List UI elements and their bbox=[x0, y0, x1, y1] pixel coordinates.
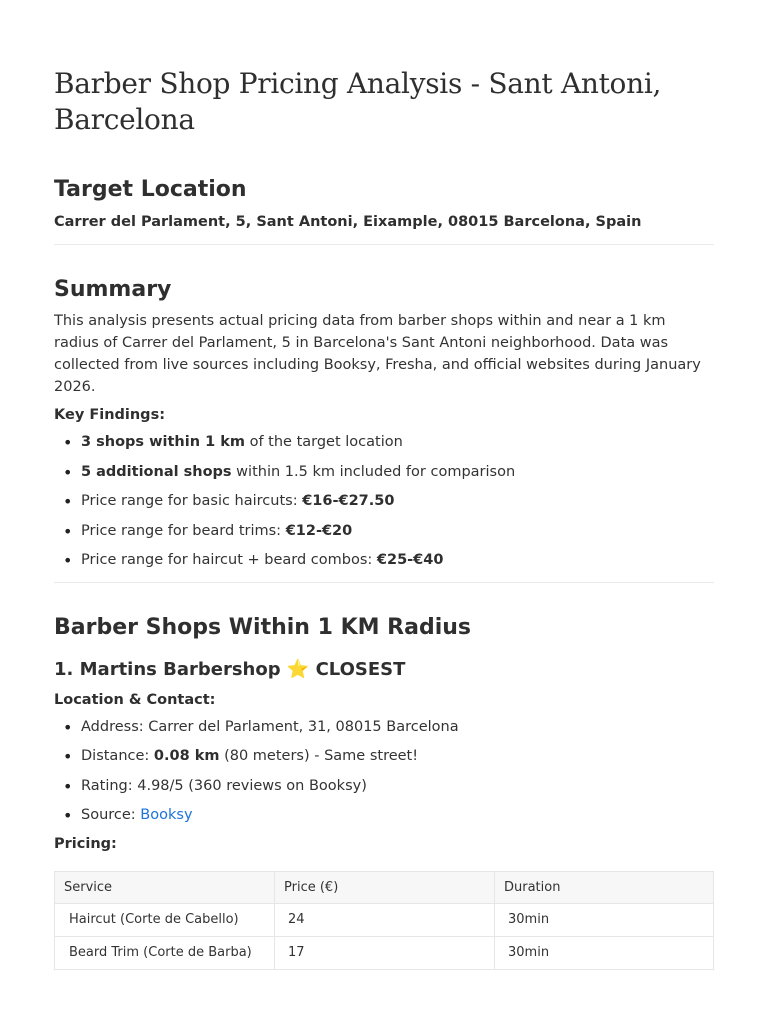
list-item: • Source: Booksy bbox=[54, 801, 714, 831]
table-row bbox=[55, 903, 714, 936]
pricing-label: Pricing: bbox=[54, 835, 117, 852]
table-cell: Haircut (Corte de Cabello) bbox=[55, 903, 275, 936]
target-address: Carrer del Parlament, 5, Sant Antoni, Eixample, 08015 Barcelona, Spain bbox=[54, 214, 642, 230]
booksy-link[interactable]: Booksy bbox=[140, 807, 193, 823]
list-item: • 3 shops within 1 km of the target location bbox=[54, 428, 714, 458]
radius-section-heading: Barber Shops Within 1 KM Radius bbox=[54, 614, 472, 640]
key-findings-label: Key Findings: bbox=[54, 407, 165, 423]
document-content bbox=[54, 66, 714, 970]
list-item: • Address: Carrer del Parlament, 31, 08015 Barcelona bbox=[54, 713, 714, 743]
pricing-table bbox=[54, 871, 714, 970]
summary-paragraph: This analysis presents actual pricing data from barber shops within and near a 1 km radius of Carrer del Parlament, 5 in Barcelona's Sant Antoni neighborhood. Data was collected from live sources including Booksy, Fresha, and official websites during January 2026. bbox=[54, 313, 701, 395]
list-item: • Price range for basic haircuts: €16-€27.50 bbox=[54, 487, 714, 517]
column-header: Service bbox=[55, 871, 275, 903]
target-location-heading: Target Location bbox=[54, 177, 247, 202]
list-item: • Price range for beard trims: €12-€20 bbox=[54, 517, 714, 547]
contact-label: Location & Contact: bbox=[54, 691, 216, 708]
table-cell: 17 bbox=[275, 936, 495, 969]
table-cell: Beard Trim (Corte de Barba) bbox=[55, 936, 275, 969]
list-item: • Price range for haircut + beard combos: €25-€40 bbox=[54, 546, 714, 576]
shop-heading: 1. Martins Barbershop ⭐ CLOSEST bbox=[54, 658, 406, 680]
table-cell: 30min bbox=[495, 903, 714, 936]
table-cell: 30min bbox=[495, 936, 714, 969]
column-header: Duration bbox=[495, 871, 714, 903]
column-header: Price (€) bbox=[275, 871, 495, 903]
summary-heading: Summary bbox=[54, 277, 172, 302]
list-item: • Rating: 4.98/5 (360 reviews on Booksy) bbox=[54, 772, 714, 802]
contact-list bbox=[54, 713, 714, 831]
key-findings-list bbox=[54, 428, 714, 576]
table-row bbox=[55, 936, 714, 969]
list-item: • 5 additional shops within 1.5 km included for comparison bbox=[54, 458, 714, 488]
list-item: • Distance: 0.08 km (80 meters) - Same street! bbox=[54, 742, 714, 772]
page-title: Barber Shop Pricing Analysis - Sant Antoni, Barcelona bbox=[54, 67, 662, 136]
table-cell: 24 bbox=[275, 903, 495, 936]
table-header-row bbox=[55, 871, 714, 903]
